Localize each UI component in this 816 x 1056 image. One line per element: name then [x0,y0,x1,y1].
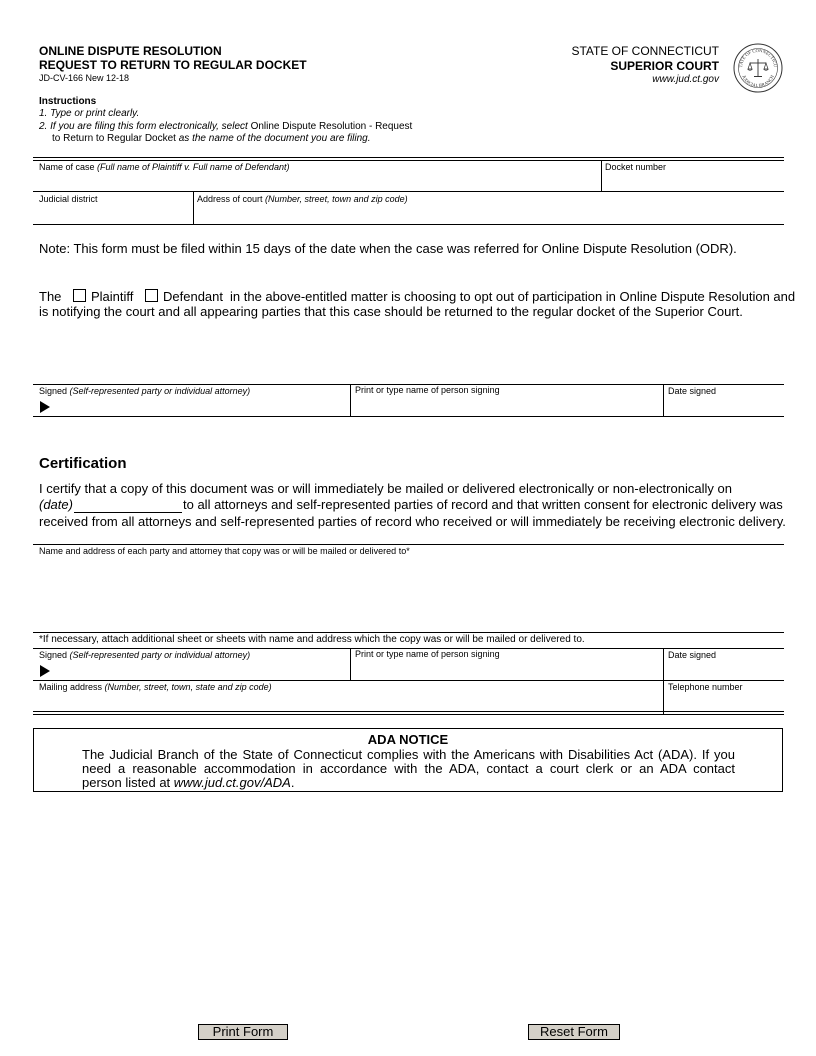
cert-signature-input[interactable] [54,663,348,678]
signed-label: Signed (Self-represented party or individual attorney) [39,386,251,396]
court-name: SUPERIOR COURT [610,59,719,73]
name-address-label: Name and address of each party and attorney that copy was or will be mailed or delivered to* [39,546,410,556]
cert-print-name-input[interactable] [354,662,662,677]
instruction-item-1: 1. Type or print clearly. [39,108,140,119]
cert-date-signed-input[interactable] [667,662,785,677]
signature-arrow-icon [40,401,50,413]
telephone-label: Telephone number [668,682,743,692]
cert-signature-arrow-icon [40,665,50,677]
judicial-district-input[interactable] [38,206,192,221]
instruction-item-2-line2 [52,133,371,145]
certification-footnote: *If necessary, attach additional sheet or sheets with name and address which the copy was or will be mailed or delivered to. [39,634,585,645]
rule [33,714,784,715]
ada-link[interactable]: www.jud.ct.gov/ADA [173,775,291,790]
instruction-item-2-doc-name-2: to Return to Regular Docket [52,133,176,144]
seal-text-top: TATE OF CONNECTICU [737,47,779,68]
name-of-case-input[interactable] [38,174,600,189]
rule [33,191,784,192]
plaintiff-label: Plaintiff [91,289,134,304]
certification-line3: received from all attorneys and self-represented parties of record who received or will immediately be receiving electronic delivery. [39,514,786,529]
rule [193,191,194,224]
state-name: STATE OF CONNECTICUT [571,44,719,58]
judicial-district-label: Judicial district [39,194,98,204]
telephone-input[interactable] [667,694,785,709]
instruction-item-2-doc-name: Online Dispute Resolution - Request [250,121,413,132]
filing-note: Note: This form must be filed within 15 days of the date when the case was referred for Online Dispute Resolution (ODR). [39,241,737,256]
instruction-item-2-prefix: 2. If you are filing this form electronically, select [39,121,251,132]
docket-number-input[interactable] [605,174,784,189]
print-name-label: Print or type name of person signing [355,385,500,395]
plaintiff-checkbox[interactable] [73,289,86,302]
cert-signed-label: Signed (Self-represented party or individual attorney) [39,650,251,660]
certification-heading: Certification [39,455,127,472]
seal-text-bottom: JUDICIAL BRANCH [741,74,775,89]
mailing-address-label: Mailing address (Number, street, town, state and zip code) [39,682,272,692]
name-of-case-label: Name of case (Full name of Plaintiff v. Full name of Defendant) [39,162,290,172]
judicial-seal-icon [733,43,783,93]
ada-heading: ADA NOTICE [367,732,449,747]
ada-line1: The Judicial Branch of the State of Connecticut complies with the Americans with Disabilities Act (ADA). If you [82,747,735,762]
certification-date-label: (date) [39,497,73,512]
reset-form-button[interactable]: Reset Form [528,1024,620,1040]
instruction-item-2 [39,121,412,133]
certification-line2-rest: to all attorneys and self-represented parties of record and that written consent for electronic delivery was [183,497,783,512]
form-title-line1: ONLINE DISPUTE RESOLUTION [39,44,222,58]
rule [33,416,784,417]
defendant-checkbox[interactable] [145,289,158,302]
website: www.jud.ct.gov [652,74,719,85]
name-address-input[interactable] [38,560,782,630]
certification-line2 [39,497,73,512]
address-of-court-input[interactable] [197,206,784,221]
rule [663,384,664,416]
instructions-heading: Instructions [39,96,97,107]
form-id: JD-CV-166 New 12-18 [39,73,130,83]
rule [33,680,784,681]
ada-line3: person listed at www.jud.ct.gov/ADA. [82,775,295,790]
rule [33,157,784,158]
opt-out-the: The [39,289,62,304]
rule [33,544,784,545]
date-signed-label: Date signed [668,386,717,396]
rule [350,384,351,416]
defendant-label: Defendant [163,289,223,304]
rule [350,648,351,680]
print-name-input[interactable] [354,398,662,413]
rule [33,711,784,712]
rule [663,648,664,714]
address-of-court-label: Address of court (Number, street, town and zip code) [197,194,408,204]
opt-out-text-line1: in the above-entitled matter is choosing to opt out of participation in Online Dispute Resolution and [230,289,796,304]
rule [33,632,784,633]
cert-print-name-label: Print or type name of person signing [355,649,500,659]
signature-input[interactable] [54,399,348,414]
rule [33,224,784,225]
rule [601,160,602,191]
print-form-button[interactable]: Print Form [198,1024,288,1040]
mailing-address-input[interactable] [38,694,662,709]
opt-out-text-line2: is notifying the court and all appearing parties that this case should be returned to the regular docket of the Superior Court. [39,304,743,319]
form-title-line2: REQUEST TO RETURN TO REGULAR DOCKET [39,58,307,72]
ada-line2: need a reasonable accommodation in accordance with the ADA, contact a court clerk or an ADA contact [82,761,735,776]
instruction-item-2-suffix: as the name of the document you are filing. [175,133,371,144]
date-signed-input[interactable] [667,398,785,413]
certification-line1: I certify that a copy of this document was or will immediately be mailed or delivered electronically or non-electronically on [39,481,732,496]
rule [33,160,784,161]
certification-date-input[interactable] [74,497,182,513]
docket-number-label: Docket number [605,162,667,172]
cert-date-signed-label: Date signed [668,650,717,660]
